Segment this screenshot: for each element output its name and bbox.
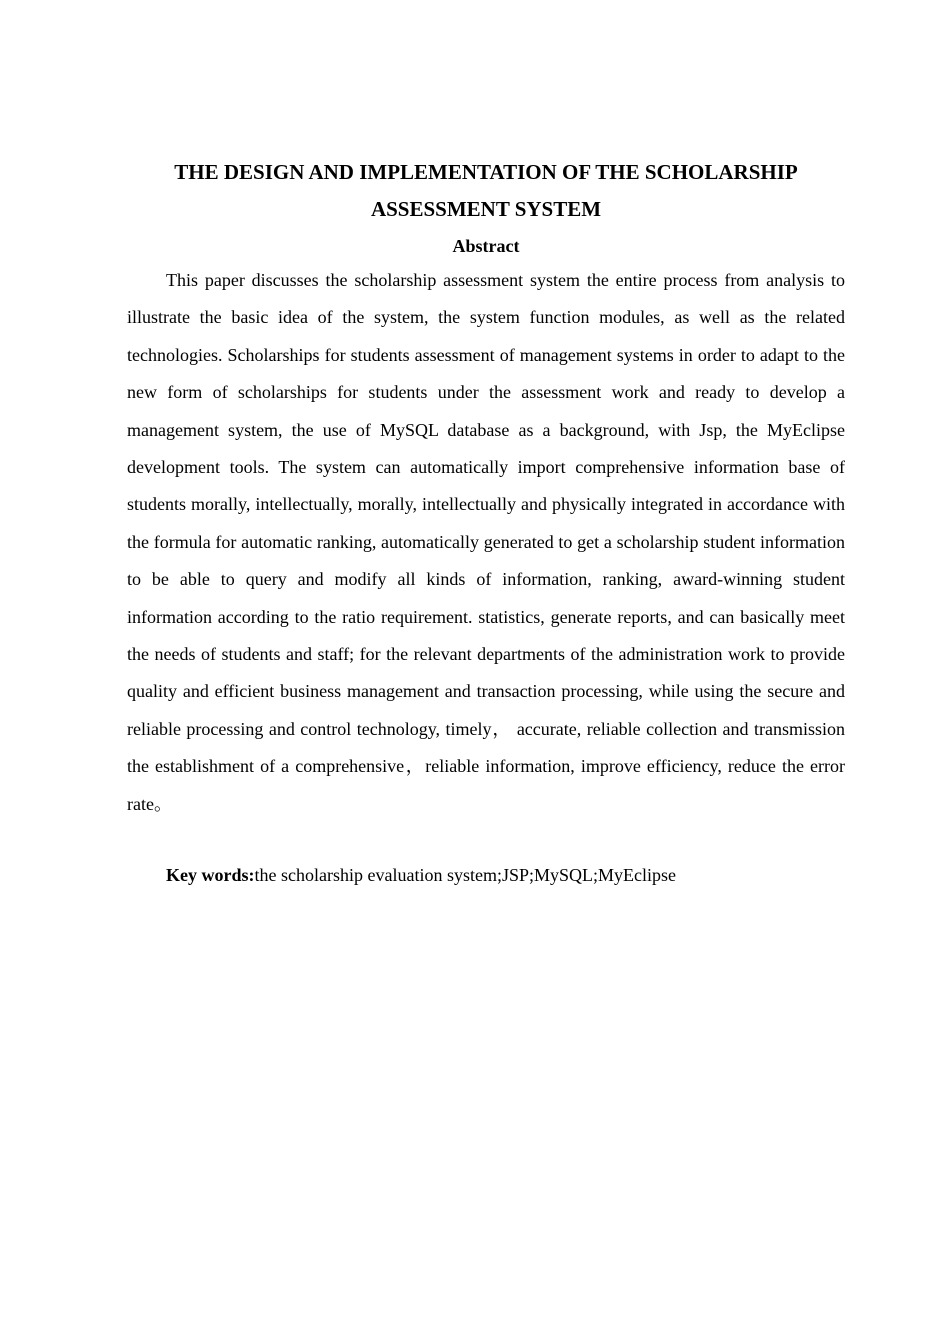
abstract-paragraph: This paper discusses the scholarship assessment system the entire process from analysis to illustrate the basic idea of the system, the system function modules, as well as the related technologies. Scholarships for students assessment of management systems in order to adapt to the new form of scholarships for students under the assessment work and ready to develop a management system, the use of MySQL database as a background, with Jsp, the MyEclipse development tools. The system can automatically import comprehensive information base of students morally, intellectually, morally, intellectually and physically integrated in accordance with the formula for automatic ranking, automatically generated to get a scholarship student information to be able to query and modify all kinds of information, ranking, award-winning student information according to the ratio requirement. statistics, generate reports, and can basically meet the needs of students and staff; for the relevant departments of the administration work to provide quality and efficient business management and transaction processing, while using the secure and reliable processing and control technology, timely， accurate, reliable collection and transmission the establishment of a comprehensive，reliable information, improve efficiency, reduce the error rate。 — [127, 270, 845, 814]
keywords-value: the scholarship evaluation system;JSP;MySQL;MyEclipse — [254, 865, 676, 885]
keywords-label: Key words: — [166, 865, 255, 885]
paper-title: THE DESIGN AND IMPLEMENTATION OF THE SCHOLARSHIP ASSESSMENT SYSTEM — [174, 160, 798, 221]
abstract-heading: Abstract — [452, 236, 520, 256]
keywords-line — [166, 857, 845, 894]
